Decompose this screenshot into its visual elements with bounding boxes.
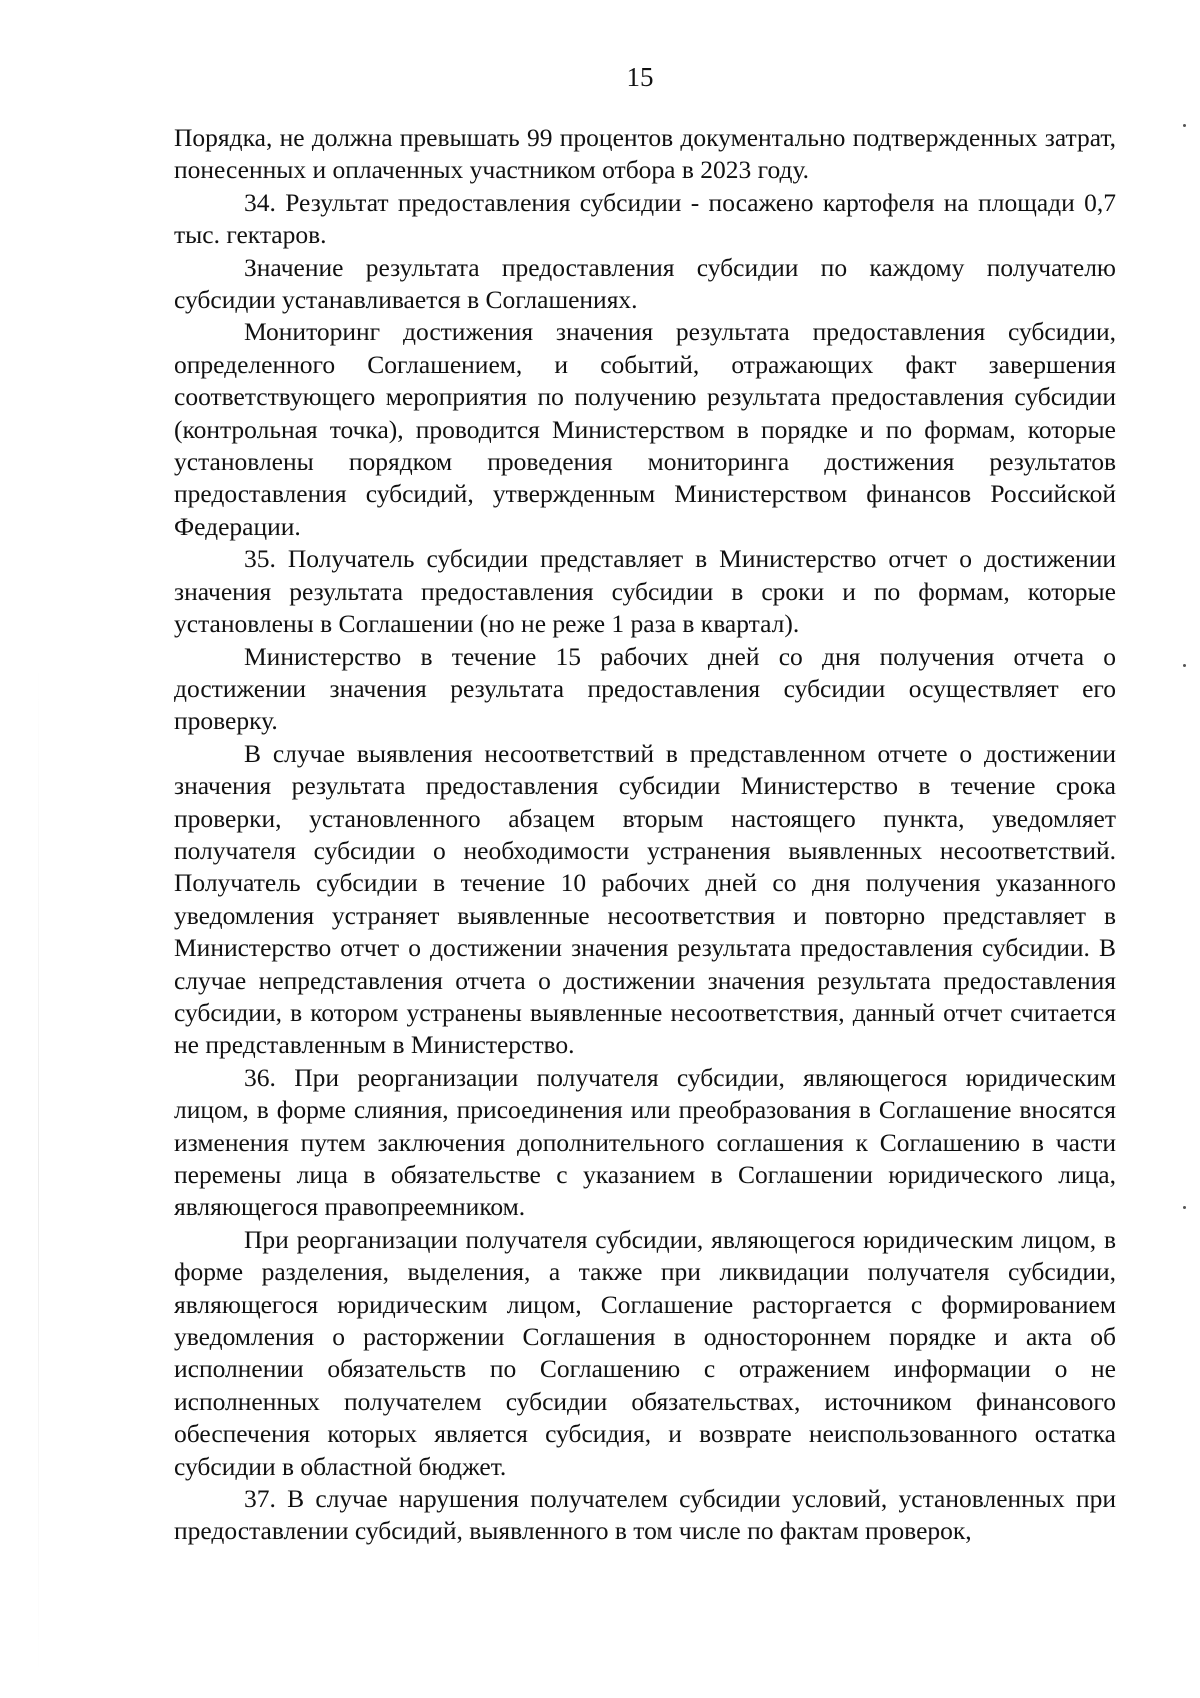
- paragraph-item-36: 36. При реорганизации получателя субсидии, являющегося юридическим лицом, в форме слияния, присоединения или преобразования в Соглашение вносятся изменения путем заключения дополнительного соглашения к Соглашению в части перемены лица в обязательстве с указанием в Соглашении юридического лица, являющегося правопреемником.: [174, 1062, 1116, 1222]
- paragraph-item-35: 35. Получатель субсидии представляет в Министерство отчет о достижении значения результата предоставления субсидии в сроки и по формам, которые установлены в Соглашении (но не реже 1 раза в квартал).: [174, 544, 1116, 639]
- paragraph-continuation: Порядка, не должна превышать 99 процентов документально подтвержденных затрат, понесенных и оплаченных участником отбора в 2023 году.: [174, 123, 1116, 185]
- paragraph-ministry-check: Министерство в течение 15 рабочих дней со дня получения отчета о достижении значения результата предоставления субсидии осуществляет его проверку.: [174, 641, 1116, 736]
- paragraph-nonconformities: В случае выявления несоответствий в представленном отчете о достижении значения результата предоставления субсидии Министерство в течение срока проверки, установленного абзацем вторым настоящего пункта, уведомляет получателя субсидии о необходимости устранения выявленных несоответствий. Получатель субсидии в течение 10 рабочих дней со дня получения указанного уведомления устраняет выявленные несоответствия и повторно представляет в Министерство отчет о достижении значения результата предоставления субсидии. В случае непредставления отчета о достижении значения результата предоставления субсидии, в котором устранены выявленные несоответствия, данный отчет считается не представленным в Министерство.: [174, 738, 1116, 1060]
- document-body: [174, 122, 1116, 1548]
- scan-dot: [1183, 124, 1186, 127]
- paragraph-item-37: 37. В случае нарушения получателем субсидии условий, установленных при предоставлении субсидий, выявленного в том числе по фактам проверок,: [174, 1484, 1116, 1546]
- scan-dot: [1183, 664, 1186, 667]
- paragraph-item-34: 34. Результат предоставления субсидии - посажено картофеля на площади 0,7 тыс. гектаров.: [174, 187, 1116, 250]
- scan-edge-shadow: [38, 660, 39, 1680]
- page-number: 15: [626, 62, 654, 92]
- scan-dot: [1183, 1206, 1186, 1209]
- paragraph-monitoring: Мониторинг достижения значения результата предоставления субсидии, определенного Соглашением, и событий, отражающих факт завершения соответствующего мероприятия по получению результата предоставления субсидии (контрольная точка), проводится Министерством в порядке и по формам, которые установлены порядком проведения мониторинга достижения результатов предоставления субсидий, утвержденным Министерством финансов Российской Федерации.: [174, 317, 1116, 541]
- paragraph-result-value: Значение результата предоставления субсидии по каждому получателю субсидии устанавливается в Соглашениях.: [174, 252, 1116, 315]
- paragraph-reorganization: При реорганизации получателя субсидии, являющегося юридическим лицом, в форме разделения, выделения, а также при ликвидации получателя субсидии, являющегося юридическим лицом, Соглашение расторгается с формированием уведомления о расторжении Соглашения в одностороннем порядке и акта об исполнении обязательств по Соглашению с отражением информации о не исполненных получателем субсидии обязательствах, источником финансового обеспечения которых является субсидия, и возврате неиспользованного остатка субсидии в областной бюджет.: [174, 1224, 1116, 1481]
